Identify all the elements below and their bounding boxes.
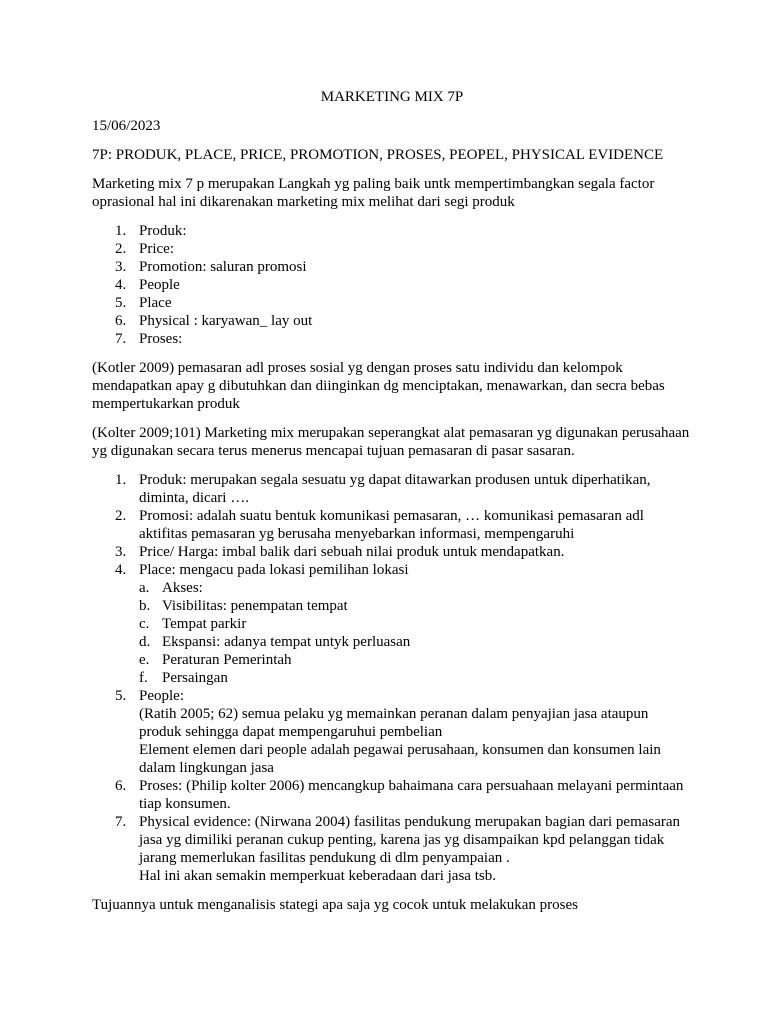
sublist-item [139, 651, 692, 669]
list-number: 1. [115, 472, 127, 488]
list-item-text: Proses: (Philip kolter 2006) mencangkup bahaimana cara persuahaan melayani permintaan tiap konsumen. [139, 778, 684, 812]
list-item-text: People: [139, 688, 184, 704]
sublist-item-text: Peraturan Pemerintah [162, 652, 292, 668]
list-number: 5. [115, 688, 127, 704]
sublist-item [139, 597, 692, 615]
sublist-item [139, 579, 692, 597]
physical-evidence-extra-text: Hal ini akan semakin memperkuat keberadaan dari jasa tsb. [139, 868, 496, 884]
list-item [92, 813, 692, 885]
list-item-text: Place [139, 295, 172, 311]
sublist-item-text: Visibilitas: penempatan tempat [162, 598, 348, 614]
sublist-item [139, 615, 692, 633]
people-ratih-text: (Ratih 2005; 62) semua pelaku yg memainkan peranan dalam penyajian jasa ataupun produk sehingga dapat mempengaruhui pembelian [139, 706, 649, 740]
list-item [92, 687, 692, 777]
list-item [92, 258, 692, 276]
list-number: 3. [115, 544, 127, 560]
list-item [92, 222, 692, 240]
document-body [92, 88, 692, 925]
list-number: 3. [115, 259, 127, 275]
intro-paragraph: Marketing mix 7 p merupakan Langkah yg paling baik untk mempertimbangkan segala factor oprasional hal ini dikarenakan marketing mix melihat dari segi produk [92, 176, 655, 210]
people-elements-text: Element elemen dari people adalah pegawai perusahaan, konsumen dan konsumen lain dalam lingkungan jasa [139, 742, 661, 776]
list-item-text: Promosi: adalah suatu bentuk komunikasi pemasaran, … komunikasi pemasaran adl aktifitas pemasaran yg berusaha menyebarkan informasi, mempengaruhi [139, 508, 644, 542]
sublist-item [139, 633, 692, 651]
list-number: 7. [115, 331, 127, 347]
list-number: 2. [115, 241, 127, 257]
list-number: 6. [115, 778, 127, 794]
list-item-text: Promotion: saluran promosi [139, 259, 307, 275]
list-item [92, 561, 692, 687]
sublist-letter: f. [139, 670, 148, 686]
kotler-definition-paragraph: (Kotler 2009) pemasaran adl proses sosial yg dengan proses satu individu dan kelompok mendapatkan apay g dibutuhkan dan diinginkan dg menciptakan, menawarkan, dan secra bebas mempertukarkan produk [92, 360, 665, 412]
list-number: 1. [115, 223, 127, 239]
marketing-mix-detail-list [92, 471, 692, 885]
list-item [92, 330, 692, 348]
sublist-item-text: Ekspansi: adanya tempat untyk perluasan [162, 634, 411, 650]
list-item-text: Physical evidence: (Nirwana 2004) fasilitas pendukung merupakan bagian dari pemasaran jasa yg dimiliki peranan cukup penting, karena jas yg disampaikan kpd pelanggan tidak jarang memerlukan fasilitas pendukung di dlm penyampaian . [139, 814, 681, 866]
sublist-letter: a. [139, 580, 150, 596]
sublist-item-text: Tempat parkir [162, 616, 247, 632]
list-number: 4. [115, 562, 127, 578]
list-item [92, 507, 692, 543]
list-item [92, 543, 692, 561]
sublist-item-text: Akses: [162, 580, 203, 596]
seven-p-list [92, 222, 692, 348]
list-number: 4. [115, 277, 127, 293]
list-number: 7. [115, 814, 127, 830]
sublist-item-text: Persaingan [162, 670, 228, 686]
list-number: 2. [115, 508, 127, 524]
list-item [92, 240, 692, 258]
list-item [92, 312, 692, 330]
sublist-letter: c. [139, 616, 150, 632]
conclusion-paragraph: Tujuannya untuk menganalisis stategi apa saja yg cocok untuk melakukan proses [92, 897, 579, 913]
list-item-text: Produk: merupakan segala sesuatu yg dapat ditawarkan produsen untuk diperhatikan, diminta, dicari …. [139, 472, 651, 506]
sublist-letter: d. [139, 634, 151, 650]
list-number: 6. [115, 313, 127, 329]
document-date: 15/06/2023 [92, 118, 161, 134]
sublist-letter: e. [139, 652, 150, 668]
list-item-text: Physical : karyawan_ lay out [139, 313, 313, 329]
list-item [92, 471, 692, 507]
list-item [92, 294, 692, 312]
list-item-text: Price: [139, 241, 174, 257]
list-item-text: Proses: [139, 331, 183, 347]
document-title: MARKETING MIX 7P [320, 89, 464, 105]
kolter-marketing-mix-paragraph: (Kolter 2009;101) Marketing mix merupakan seperangkat alat pemasaran yg digunakan perusahaan yg digunakan secara terus menerus mencapai tujuan pemasaran di pasar sasaran. [92, 425, 690, 459]
sublist-letter: b. [139, 598, 151, 614]
list-item [92, 777, 692, 813]
list-item-text: People [139, 277, 180, 293]
list-item [92, 276, 692, 294]
list-item-text: Place: mengacu pada lokasi pemilihan lokasi [139, 562, 409, 578]
list-item-text: Produk: [139, 223, 187, 239]
sublist-item [139, 669, 692, 687]
place-sublist [139, 579, 692, 687]
list-number: 5. [115, 295, 127, 311]
section-heading: 7P: PRODUK, PLACE, PRICE, PROMOTION, PROSES, PEOPEL, PHYSICAL EVIDENCE [92, 147, 664, 163]
list-item-text: Price/ Harga: imbal balik dari sebuah nilai produk untuk mendapatkan. [139, 544, 565, 560]
